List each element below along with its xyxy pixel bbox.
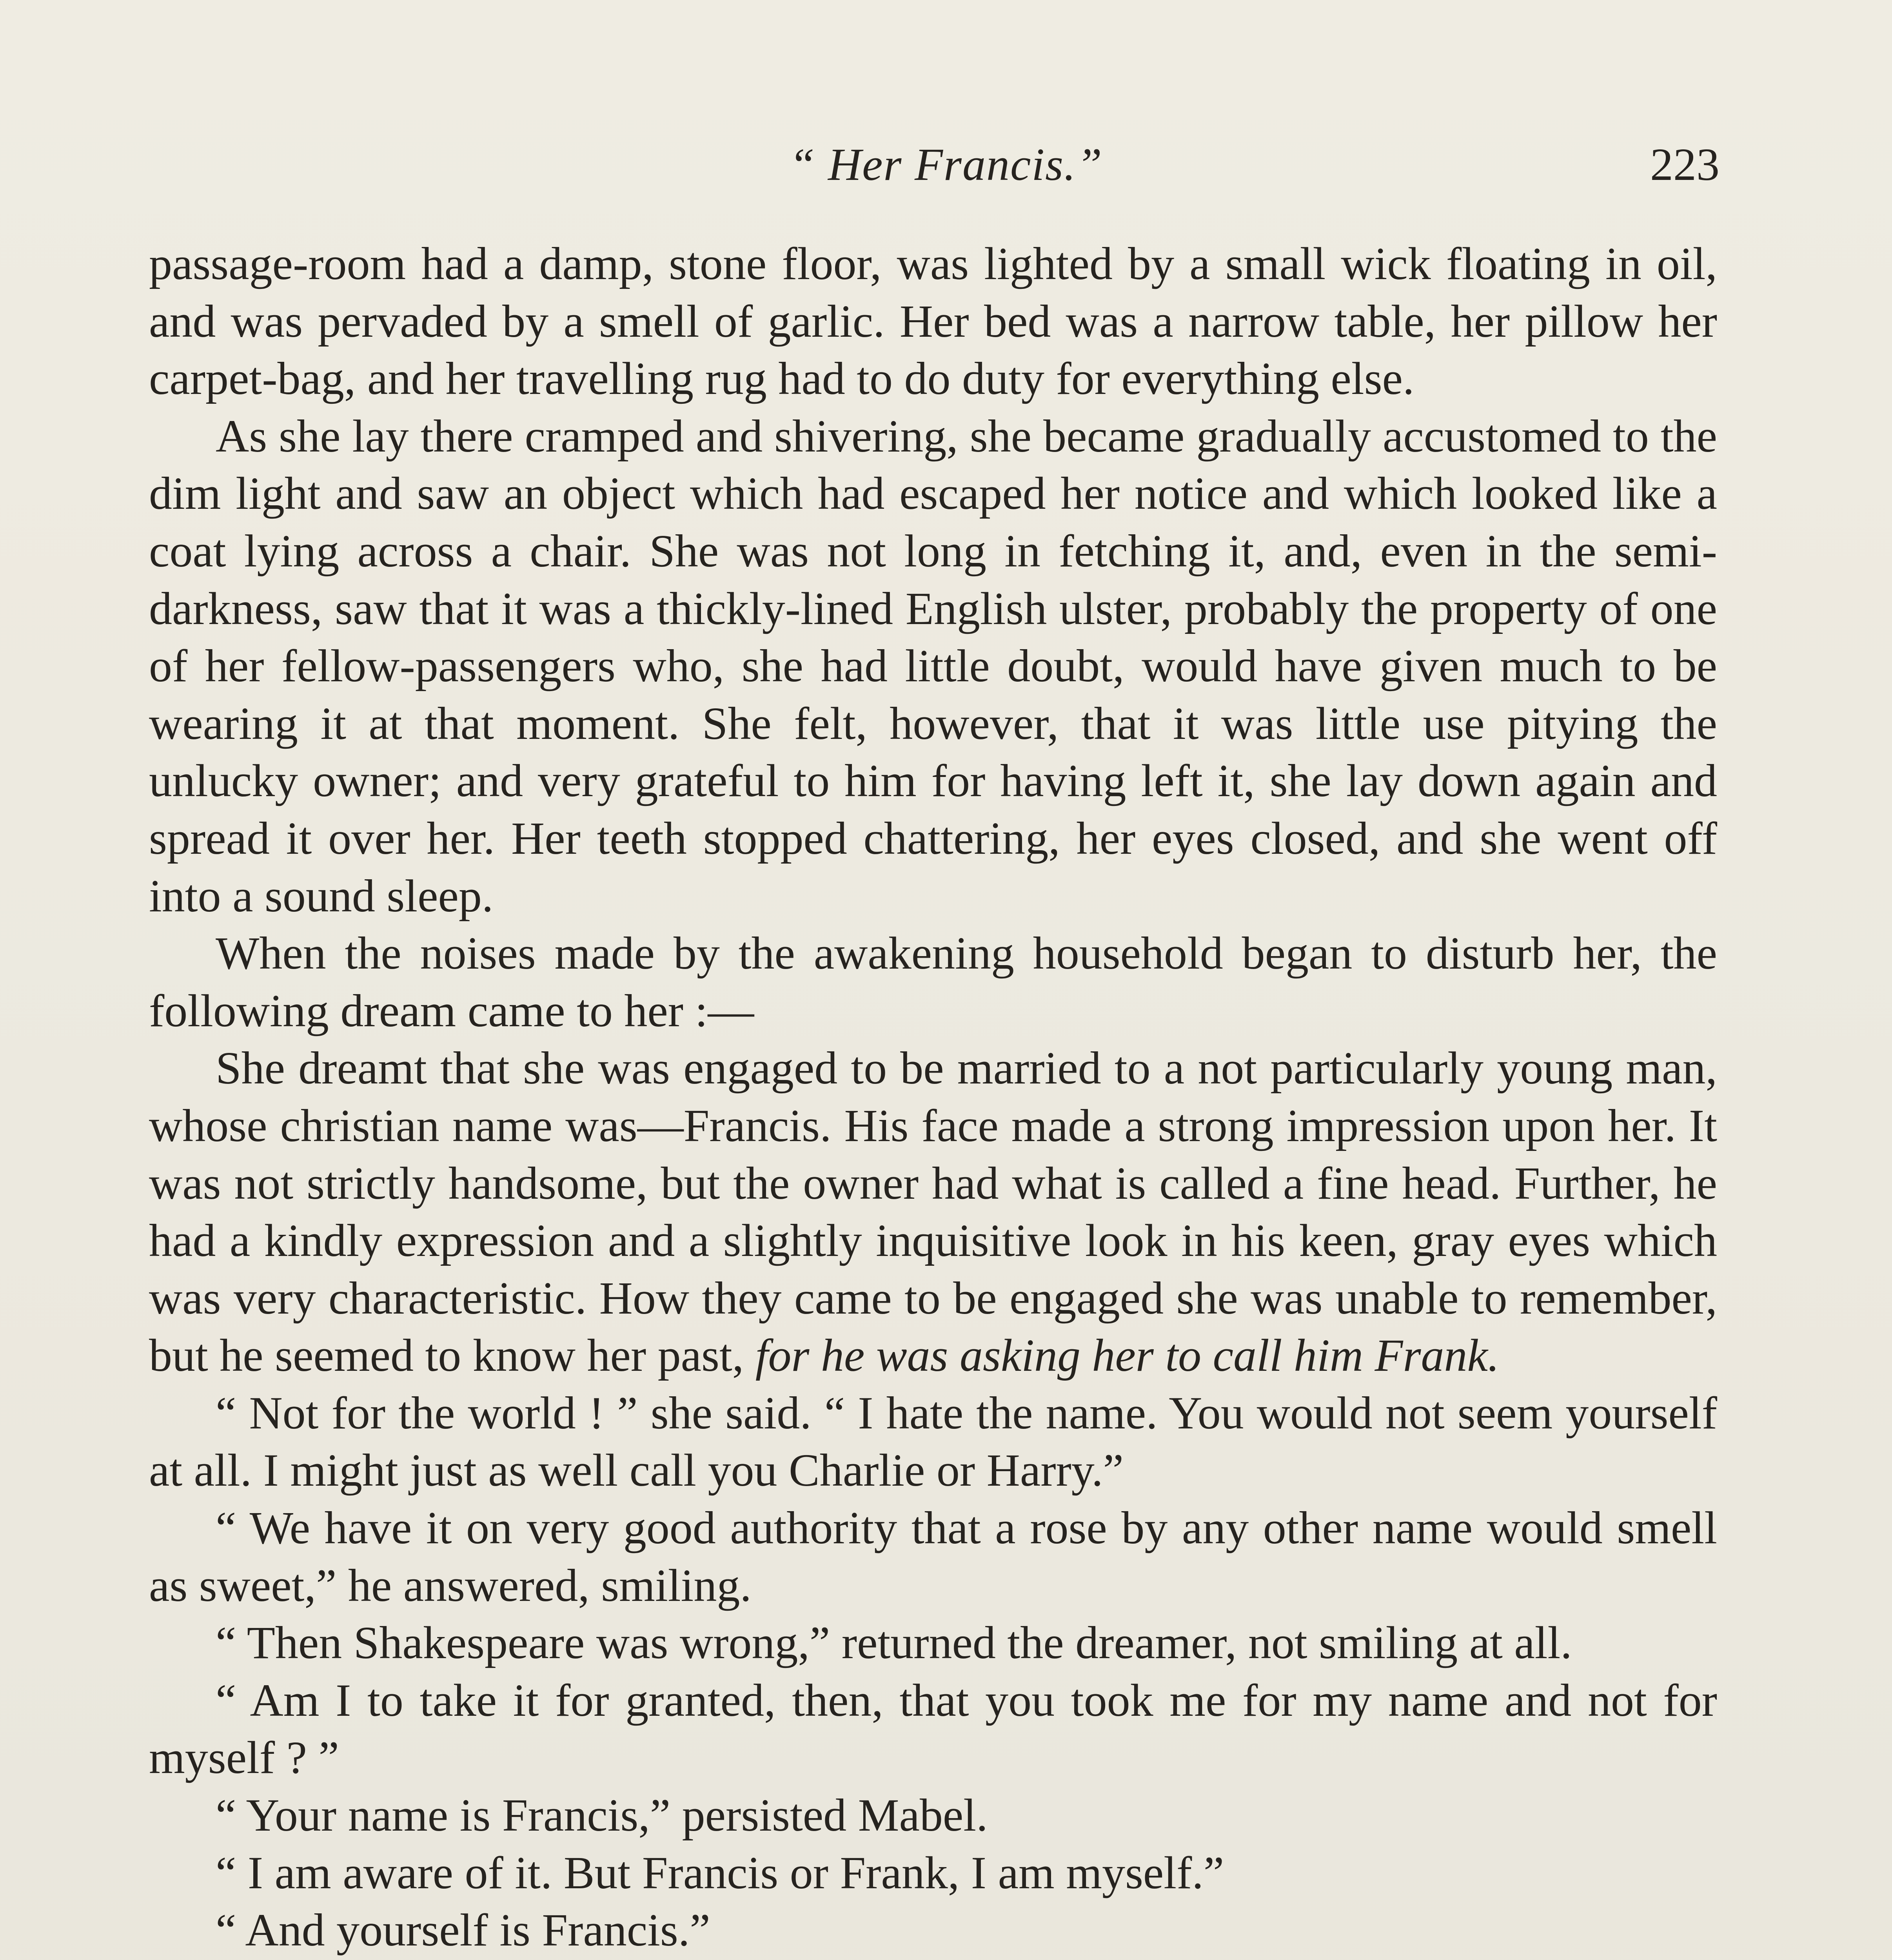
paragraph: passage-room had a damp, stone floor, was lighted by a small wick floating in oil, and was pervaded by a smell of garlic. Her bed was a narrow table, her pillow her carpet-bag, and her travelling rug had to do duty for everything else.	[149, 238, 1717, 405]
paragraph: “ And yourself is Francis.”	[216, 1904, 710, 1956]
paragraph: When the noises made by the awakening household began to disturb her, the following dream came to her :—	[149, 927, 1717, 1036]
running-title: “ Her Francis.”	[789, 139, 1103, 190]
italic-emphasis: for he was asking her to call him Frank.	[755, 1330, 1500, 1381]
page-header	[0, 133, 1892, 204]
paragraph: “ I am aware of it. But Francis or Frank, I am myself.”	[216, 1847, 1224, 1898]
paragraph: As she lay there cramped and shivering, she became gradually accustomed to the dim light and saw an object which had escaped her notice and which looked like a coat lying across a chair. She was not long in fetching it, and, even in the semi-darkness, saw that it was a thickly-lined English ulster, probably the property of one of her fellow-passengers who, she had little doubt, would have given much to be wearing it at that moment. She felt, however, that it was little use pitying the unlucky owner; and very grateful to him for having left it, she lay down again and spread it over her. Her teeth stopped chattering, her eyes closed, and she went off into a sound sleep.	[149, 410, 1717, 922]
paragraph	[149, 1040, 1717, 1385]
paragraph-text: She dreamt that she was engaged to be married to a not particularly young man, whose christian name was—Francis. His face made a strong impression upon her. It was not strictly handsome, but the owner had what is called a fine head. Further, he had a kindly expression and a slightly inquisitive look in his keen, gray eyes which was very characteristic. How they came to be engaged she was unable to remember, but he seemed to know her past,	[149, 1042, 1717, 1381]
paragraph: “ Not for the world ! ” she said. “ I hate the name. You would not seem yourself at all. I might just as well call you Charlie or Harry.”	[149, 1387, 1717, 1496]
page-number: 223	[1650, 139, 1720, 190]
paragraph: “ Then Shakespeare was wrong,” returned the dreamer, not smiling at all.	[216, 1617, 1572, 1669]
paragraph: “ Your name is Francis,” persisted Mabel.	[216, 1789, 988, 1841]
paragraph: “ Am I to take it for granted, then, that you took me for my name and not for myself ? ”	[149, 1674, 1717, 1784]
paragraph: “ We have it on very good authority that a rose by any other name would smell as sweet,” he answered, smiling.	[149, 1502, 1717, 1611]
body-text	[149, 235, 1717, 1960]
